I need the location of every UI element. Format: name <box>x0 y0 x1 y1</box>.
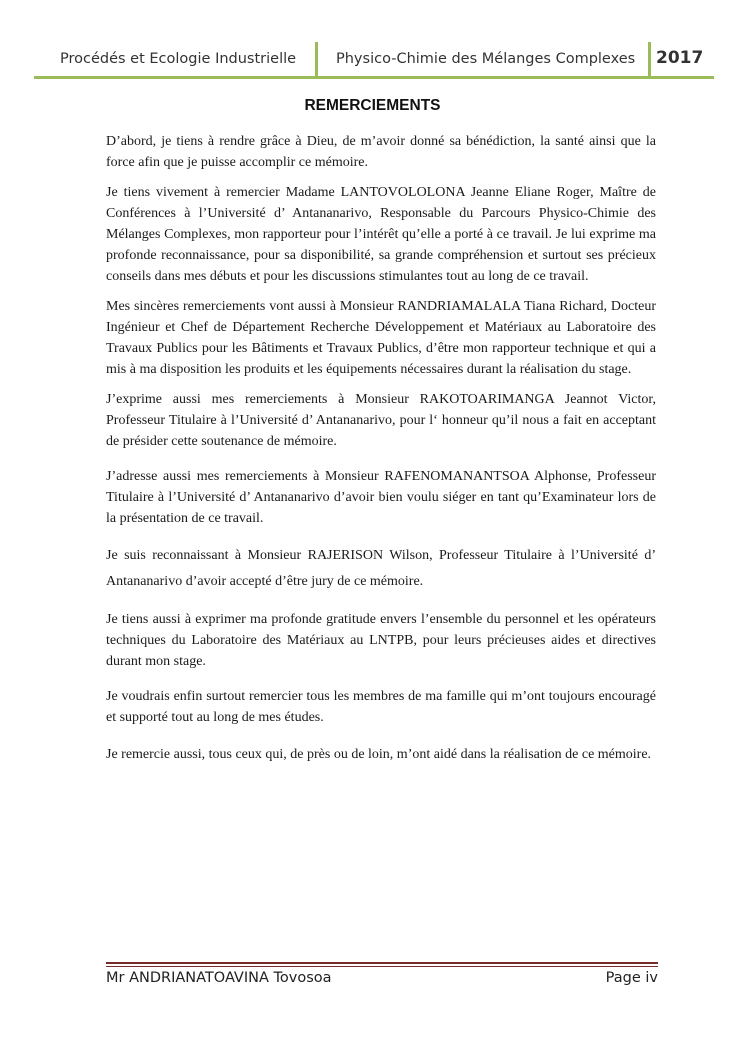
footer-rule <box>106 962 658 964</box>
header-course-title: Procédés et Ecologie Industrielle <box>60 51 297 67</box>
header-program-title: Physico-Chimie des Mélanges Complexes <box>336 51 636 67</box>
page-title: REMERCIEMENTS <box>304 97 441 114</box>
header-year: 2017 <box>656 48 704 68</box>
header-divider-2 <box>648 42 651 78</box>
acknowledgements-body <box>106 131 656 777</box>
footer-rule-thin <box>106 966 658 967</box>
paragraph: Je tiens vivement à remercier Madame LANTOVOLOLONA Jeanne Eliane Roger, Maître de Conférences à l’Université d’ Antananarivo, Responsable du Parcours Physico-Chimie des Mélanges Complexes, mon rapporteur pour l’intérêt qu’elle a porté à ce travail. Je lui exprime ma profonde reconnaissance, pour sa disponibilité, sa grande compréhension et surtout ses précieux conseils dans mes débuts et pour les discussions stimulantes tout au long de ce travail. <box>106 185 656 284</box>
paragraph: J’exprime aussi mes remerciements à Monsieur RAKOTOARIMANGA Jeannot Victor, Professeur Titulaire à l’Université d’ Antananarivo, pour l‘ honneur qu’il nous a fait en acceptant de présider cette soutenance de mémoire. <box>106 392 656 449</box>
paragraph: J’adresse aussi mes remerciements à Monsieur RAFENOMANANTSOA Alphonse, Professeur Titulaire à l’Université d’ Antananarivo d’avoir bien voulu siéger en tant qu’Examinateur lors de la présentation de ce travail. <box>106 469 656 526</box>
paragraph: Je tiens aussi à exprimer ma profonde gratitude envers l’ensemble du personnel et les opérateurs techniques du Laboratoire des Matériaux au LNTPB, pour leurs précieuses aides et directives durant mon stage. <box>106 612 656 669</box>
paragraph: Mes sincères remerciements vont aussi à Monsieur RANDRIAMALALA Tiana Richard, Docteur Ingénieur et Chef de Département Recherche Développement et Matériaux au Laboratoire des Travaux Publics pour les Bâtiments et Travaux Publics, d’être mon rapporteur technique et qui a mis à ma disposition les produits et les équipements nécessaires durant la réalisation du stage. <box>106 299 656 377</box>
footer-author: Mr ANDRIANATOAVINA Tovosoa <box>106 970 332 986</box>
paragraph: Je voudrais enfin surtout remercier tous les membres de ma famille qui m’ont toujours encouragé et supporté tout au long de mes études. <box>106 689 656 725</box>
page-header <box>34 42 714 78</box>
paragraph: Je suis reconnaissant à Monsieur RAJERISON Wilson, Professeur Titulaire à l’Université d’ Antananarivo d’avoir accepté d’être jury de ce mémoire. <box>106 548 656 589</box>
footer-page-number: Page iv <box>605 970 658 986</box>
header-divider-1 <box>315 42 318 78</box>
paragraph: D’abord, je tiens à rendre grâce à Dieu, de m’avoir donné sa bénédiction, la santé ainsi que la force afin que je puisse accomplir ce mémoire. <box>106 134 656 170</box>
header-rule <box>34 76 714 79</box>
paragraph: Je remercie aussi, tous ceux qui, de près ou de loin, m’ont aidé dans la réalisation de ce mémoire. <box>106 747 652 762</box>
